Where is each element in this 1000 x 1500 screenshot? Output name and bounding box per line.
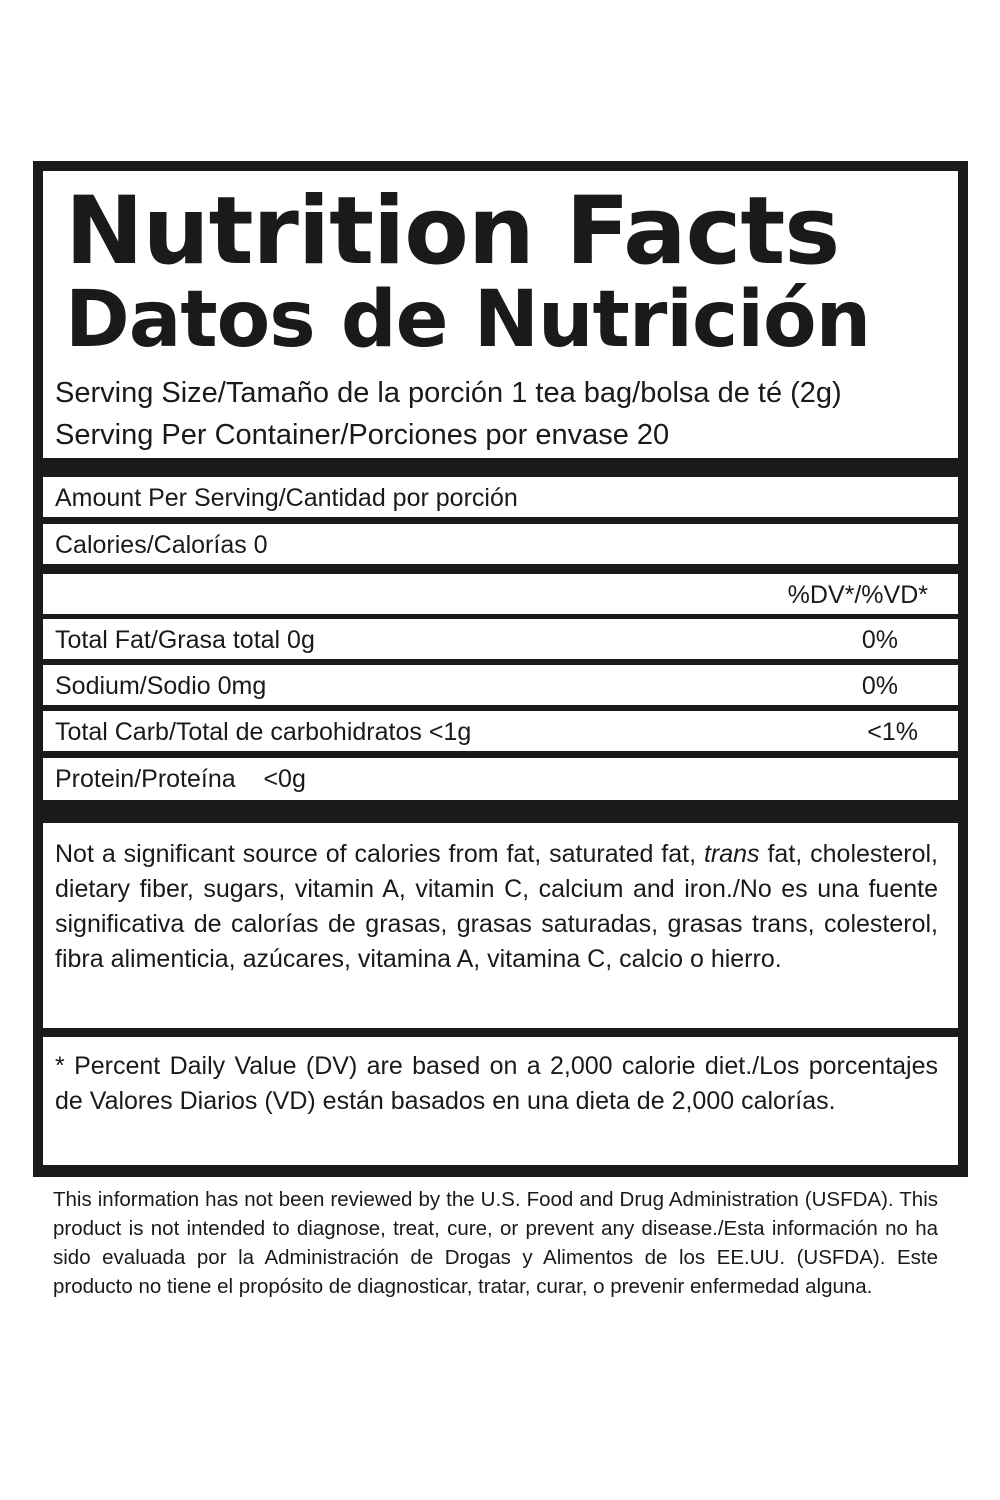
servings-per-container: Serving Per Container/Porciones por envase 20 [55,419,670,451]
title-spanish: Datos de Nutrición [65,275,871,365]
nutrient-name: Sodium/Sodio 0mg [55,672,267,700]
nutrient-dv: 0% [861,672,898,700]
serving-size: Serving Size/Tamaño de la porción 1 tea bag/bolsa de té (2g) [55,377,842,409]
amount-per-serving: Amount Per Serving/Cantidad por porción [55,484,518,512]
nutrient-row-carb [43,711,958,751]
nutrient-row-sodium [43,665,958,705]
label-header [43,171,958,458]
nutrition-facts-label [33,161,968,1177]
nutrient-dv: <1% [867,718,918,746]
nutrient-dv: 0% [861,626,898,654]
fda-disclaimer: This information has not been reviewed by the U.S. Food and Drug Administration (USFDA). This product is not intended to diagnose, treat, cure, or prevent any disease./Esta información no ha sido evaluada por la Administración de Drogas y Alimentos de los EE.UU. (USFDA). Este producto no tiene el propósito de diagnosticar, tratar, curar, o prevenir enfermedad alguna. [53,1188,938,1298]
dv-header: %DV*/%VD* [787,581,928,609]
note-text-start: Not a significant source of calories from fat, saturated fat, [55,840,704,868]
amount-per-serving-row [43,477,958,517]
daily-value-footnote: * Percent Daily Value (DV) are based on a 2,000 calorie diet./Los porcentajes de Valores Diarios (VD) están basados en una dieta de 2,000 calorías. [43,1037,958,1165]
note-text-italic: trans [703,840,760,868]
note-text-end: fat, cholesterol, dietary fiber, sugars, vitamin A, vitamin C, calcium and iron./No es una fuente significativa de calorías de grasas, grasas saturadas, grasas trans, colesterol, fibra alimenticia, azúcares, vitamina A, vitamina C, calcio o hierro. [55,840,938,973]
nutrient-row-fat [43,619,958,659]
nutrient-row-protein [43,758,958,800]
calories-row [43,524,958,564]
not-significant-source-note [43,823,958,1028]
title-english: Nutrition Facts [65,177,840,286]
dv-header-row [43,574,958,614]
nutrient-name: Protein/Proteína <0g [55,765,306,793]
calories: Calories/Calorías 0 [55,531,268,559]
nutrient-name: Total Fat/Grasa total 0g [55,626,315,654]
nutrient-name: Total Carb/Total de carbohidratos <1g [55,718,472,746]
